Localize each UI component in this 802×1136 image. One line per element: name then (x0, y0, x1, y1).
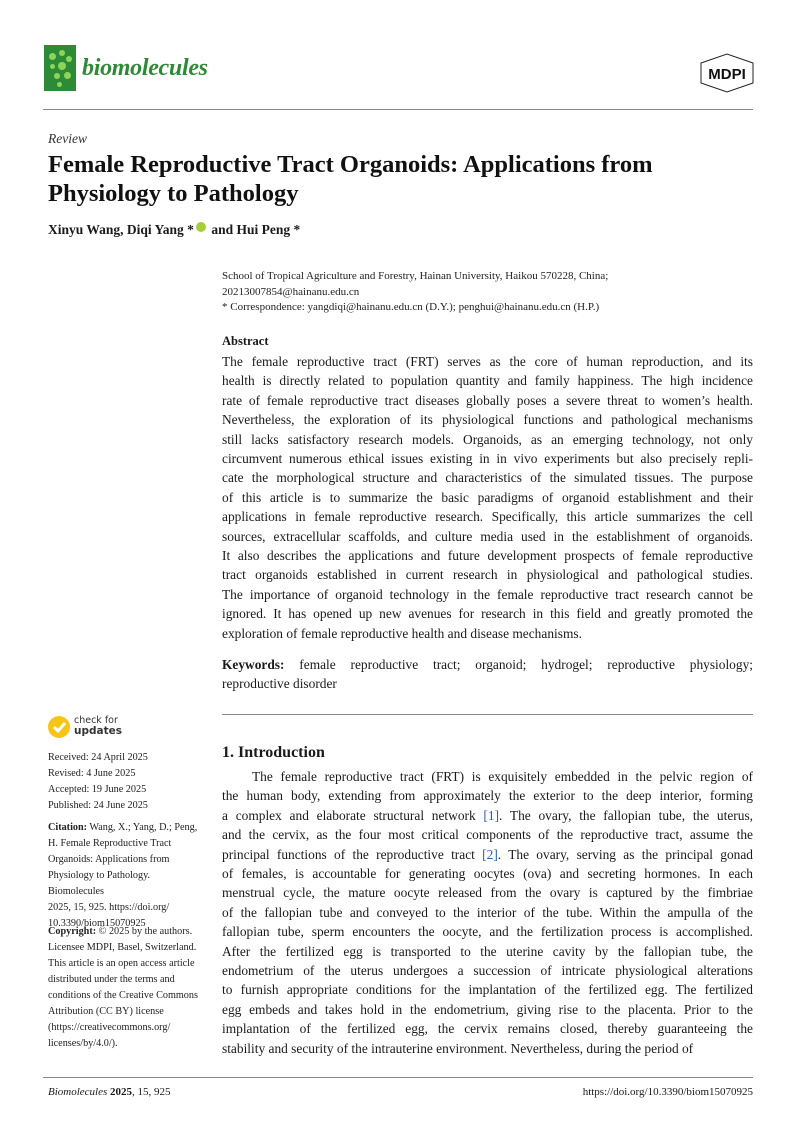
text-line: tract organoids established in current research in physiological and pathological studies. (222, 567, 753, 583)
orcid-icon[interactable] (196, 222, 206, 232)
footer-doi[interactable]: https://doi.org/10.3390/biom15070925 (582, 1086, 753, 1098)
text-line: of this article is to summarize the basic paradigms of organoid establishment and their (222, 489, 753, 505)
text-line: and the cervix, as the four most critical components of the reproductive tract, assume the (222, 827, 753, 843)
article-type: Review (48, 131, 87, 146)
citation-link[interactable]: [1] (483, 807, 500, 823)
abstract-body (222, 352, 753, 643)
text-line: of females, is accountable for generating oocytes (ova) and secreting hormones. In each (222, 866, 753, 882)
text-line: circumvent numerous ethical issues existing in in vivo experiments but also precisely repli- (222, 451, 753, 467)
text-line: endometrium of the uterus undergoes a succession of intricate physiological alterations (222, 963, 753, 979)
article-title: Female Reproductive Tract Organoids: Applications from Physiology to Pathology (48, 151, 653, 207)
check-icon (48, 716, 70, 738)
text-line: egg embeds and takes hold in the endometrium, giving rise to the placenta. Prior to the (222, 1001, 753, 1017)
text-line: The female reproductive tract (FRT) is exquisitely embedded in the pelvic region of (252, 769, 753, 784)
text-line: the human body, extending from approximately the exterior to the deep interior, forming (222, 788, 753, 804)
mdpi-logo (699, 53, 755, 93)
text-line: The female reproductive tract (FRT) serves as the core of human reproduction, and its (222, 354, 753, 369)
authors: Xinyu Wang, Diqi Yang * and Hui Peng * (48, 222, 301, 237)
text-line: Nevertheless, the exploration of its physiological functions and pathological mechanisms (222, 412, 753, 428)
text-line: fallopian tube, sperm encounters the oocyte, and the fertilization process is accomplished. (222, 924, 753, 940)
text-line: applications in female reproductive research. Specifically, this article summarizes the cell (222, 509, 753, 525)
svg-text:MDPI: MDPI (708, 66, 746, 83)
introduction-body (222, 767, 753, 1058)
keywords: Keywords: female reproductive tract; organoid; hydrogel; reproductive physiology; reproductive disorder (222, 657, 753, 692)
doi-link[interactable]: 10.3390/biom15070925 (48, 918, 146, 929)
publication-dates: Received: 24 April 2025 Revised: 4 June 2025 Accepted: 19 June 2025 Published: 24 June 2025 (48, 752, 148, 811)
journal-name: biomolecules (82, 55, 208, 81)
citation: Citation: Wang, X.; Yang, D.; Peng, H. Female Reproductive Tract Organoids: Applications from Physiology to Pathology. Biomolecules 2025, 15, 925. https://doi.org/ 10.3390/biom15070925 (48, 820, 208, 932)
section-heading: 1. Introduction (222, 744, 325, 761)
citation-link[interactable]: [2] (482, 846, 498, 862)
copyright: Copyright: © 2025 by the authors. Licensee MDPI, Basel, Switzerland. This article is an open access article distributed under the terms and conditions of the Creative Commons Attribution (CC BY) license (https://creativecommons.org/ licenses/by/4.0/). (48, 924, 208, 1052)
journal-logo-icon (44, 45, 76, 91)
check-for-updates-button[interactable]: check for updates (48, 716, 168, 742)
text-line: exploration of female reproductive health and disease mechanisms. (222, 625, 582, 641)
text-line: health is directly related to population quantity and family happiness. The high incidence (222, 373, 753, 389)
text-line: principal functions of the reproductive tract [2]. The ovary, serving as the principal gonad (222, 846, 754, 862)
text-line: After the fertilized egg is transported to the uterine cavity by the fallopian tube, the (222, 943, 753, 959)
text-line: rate of female reproductive tract diseases globally poses a severe threat to women’s health. (222, 392, 753, 408)
abstract-heading: Abstract (222, 334, 269, 348)
text-line: still lacks satisfactory research models. Organoids, as an emerging technology, not only (222, 431, 753, 447)
text-line: ignored. It has opened up new avenues for research in this field and greatly promoted the (222, 606, 753, 622)
footer-divider (43, 1077, 753, 1078)
text-line: of the fallopian tube and conveyed to the interior of the tube. Within the ampulla of the (222, 904, 753, 920)
text-line: a complex and elaborate structural network [1]. The ovary, the fallopian tube, the uterus, (222, 807, 753, 823)
text-line: The importance of organoid technology in the female reproductive tract research cannot be (222, 586, 753, 602)
license-link[interactable]: (https://creativecommons.org/ (48, 1022, 171, 1033)
text-line: It also describes the applications and future development prospects of female reproductive (222, 548, 753, 564)
affiliation: School of Tropical Agriculture and Forestry, Hainan University, Haikou 570228, China; 20213007854@hainanu.edu.cn * Correspondence: yangdiqi@hainanu.edu.cn (D.Y.); penghui@hainanu.edu.cn (H.P.) (222, 270, 609, 313)
text-line: menstrual cycle, the mature oocyte released from the ovary is captured by the fimbriae (222, 885, 753, 901)
footer-citation: Biomolecules 2025, 15, 925 (48, 1086, 171, 1098)
text-line: stability and security of the intrauterine environment. Nevertheless, during the period of (222, 1040, 694, 1056)
text-line: sources, extracellular scaffolds, and culture media used in the establishment of organoids. (222, 528, 753, 544)
text-line: cate the morphological structure and characteristics of the simulated tissues. The purpose (222, 470, 753, 486)
text-line: to furnish appropriate conditions for the implantation of the fertilized egg. The fertilized (222, 982, 753, 998)
section-divider (222, 714, 753, 715)
header-divider (43, 109, 753, 110)
text-line: implantation of the fertilized egg, the cervix remains closed, thereby guaranteeing the (222, 1021, 753, 1037)
